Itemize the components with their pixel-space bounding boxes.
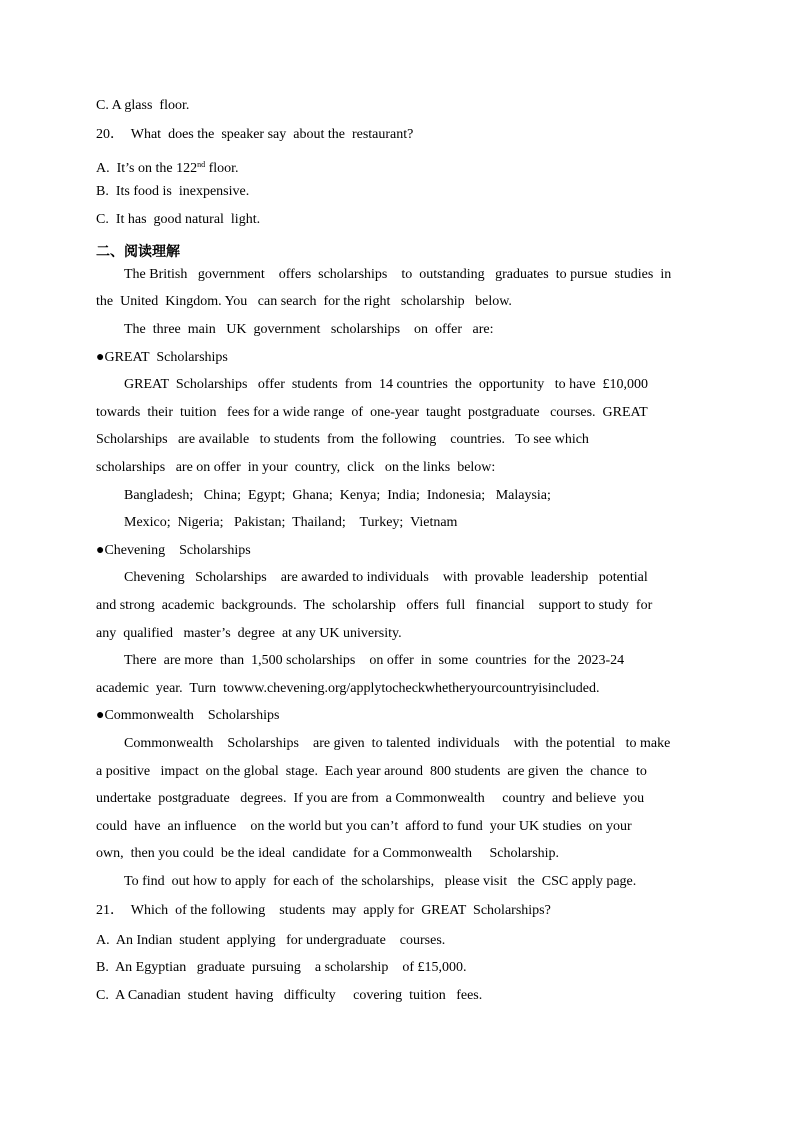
countries-line-2: Mexico; Nigeria; Pakistan; Thailand; Turkey; Vietnam [124,515,458,530]
q20-stem: 20． What does the speaker say about the restaurant? [96,127,414,142]
commonwealth-line-2: a positive impact on the global stage. Each year around 800 students are given the chance to [96,764,647,779]
commonwealth-line-1: Commonwealth Scholarships are given to talented individuals with the potential to make [124,736,671,751]
intro-line-1: The British government offers scholarships to outstanding graduates to pursue studies in [124,267,672,282]
section-heading: 二、阅读理解 [96,244,180,260]
chevening-line-3: any qualified master’s degree at any UK university. [96,626,402,641]
chevening-line-5: academic year. Turn towww.chevening.org/applytocheckwhetheryourcountryisincluded. [96,681,600,696]
great-line-2: towards their tuition fees for a wide range of one-year taught postgraduate courses. GREAT [96,405,648,420]
chevening-title: ●Chevening Scholarships [96,543,251,558]
great-line-3: Scholarships are available to students from the following countries. To see which [96,432,589,447]
q21-option-c: C. A Canadian student having difficulty covering tuition fees. [96,988,483,1003]
great-title: ●GREAT Scholarships [96,350,228,365]
q19-option-c: C. A glass floor. [96,98,190,113]
commonwealth-title: ●Commonwealth Scholarships [96,708,280,723]
commonwealth-line-4: could have an influence on the world but you can’t afford to fund your UK studies on your [96,819,632,834]
q20-option-a-sup: nd [197,160,206,169]
q20-option-a [96,155,239,179]
chevening-line-2: and strong academic backgrounds. The scholarship offers full financial support to study for [96,598,653,613]
closing-line: To find out how to apply for each of the scholarships, please visit the CSC apply page. [124,874,637,889]
q21-option-b: B. An Egyptian graduate pursuing a scholarship of £15,000. [96,960,467,975]
intro-line-3: The three main UK government scholarships on offer are: [124,322,494,337]
chevening-line-1: Chevening Scholarships are awarded to individuals with provable leadership potential [124,570,648,585]
q20-option-a-text: A. It’s on the 122 [96,161,198,176]
commonwealth-line-3: undertake postgraduate degrees. If you are from a Commonwealth country and believe you [96,791,645,806]
q20-option-b: B. Its food is inexpensive. [96,184,250,199]
commonwealth-line-5: own, then you could be the ideal candidate for a Commonwealth Scholarship. [96,846,560,861]
great-line-1: GREAT Scholarships offer students from 14 countries the opportunity to have £10,000 [124,377,649,392]
intro-line-2: the United Kingdom. You can search for the right scholarship below. [96,294,512,309]
countries-line-1: Bangladesh; China; Egypt; Ghana; Kenya; India; Indonesia; Malaysia; [124,488,551,503]
q21-stem: 21． Which of the following students may apply for GREAT Scholarships? [96,903,551,918]
chevening-line-4: There are more than 1,500 scholarships on offer in some countries for the 2023-24 [124,653,625,668]
great-line-4: scholarships are on offer in your country, click on the links below: [96,460,496,475]
q20-option-a-tail: floor. [205,161,239,176]
q21-option-a: A. An Indian student applying for undergraduate courses. [96,933,446,948]
q20-option-c: C. It has good natural light. [96,212,261,227]
